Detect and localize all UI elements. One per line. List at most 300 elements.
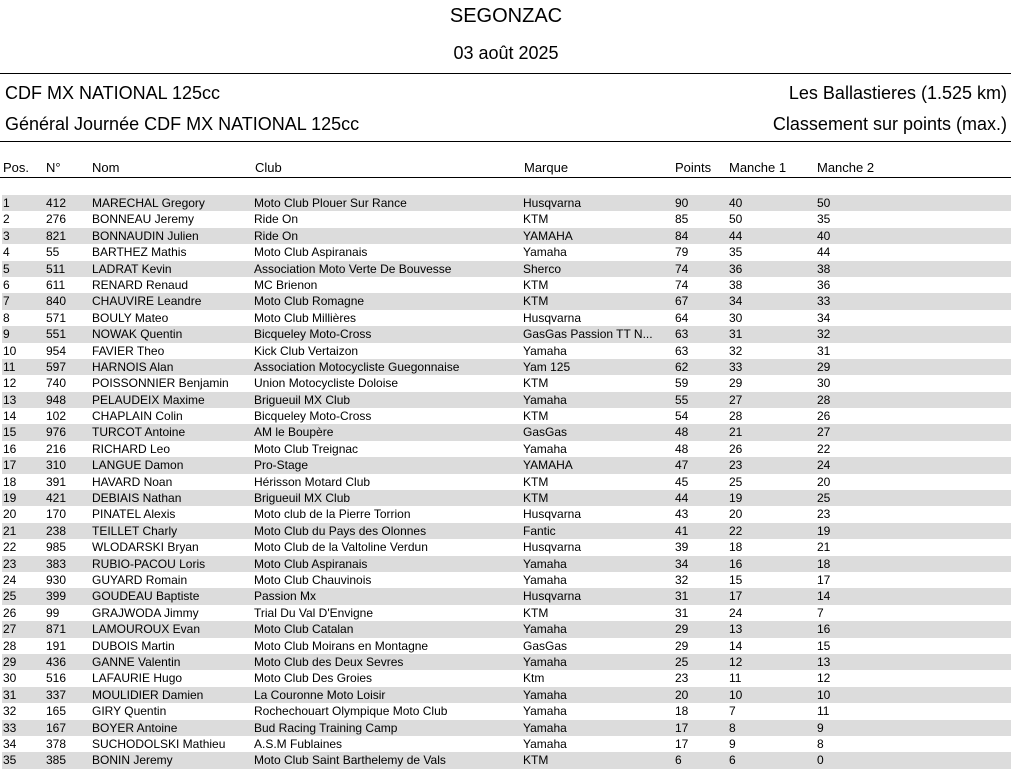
cell-number: 597 bbox=[46, 359, 67, 374]
table-row bbox=[2, 474, 1011, 490]
cell-points: 43 bbox=[675, 507, 689, 522]
cell-number: 238 bbox=[46, 523, 67, 538]
col-header-nom: Nom bbox=[92, 160, 120, 175]
cell-points: 90 bbox=[675, 196, 689, 210]
table-row bbox=[2, 703, 1011, 719]
table-row bbox=[2, 638, 1011, 654]
cell-club: Moto Club Romagne bbox=[254, 294, 365, 309]
cell-manche-1: 16 bbox=[729, 556, 743, 571]
cell-manche-1: 19 bbox=[729, 491, 743, 506]
cell-manche-2: 36 bbox=[817, 277, 831, 292]
cell-brand: GasGas Passion TT N... bbox=[523, 327, 653, 342]
cell-name: GANNE Valentin bbox=[92, 654, 181, 669]
cell-pos: 16 bbox=[3, 441, 17, 456]
table-row bbox=[2, 588, 1011, 604]
cell-club: Moto Club Saint Barthelemy de Vals bbox=[254, 753, 446, 768]
event-title: SEGONZAC bbox=[449, 5, 563, 27]
cell-manche-1: 11 bbox=[729, 671, 742, 686]
cell-club: Ride On bbox=[254, 228, 299, 243]
cell-club: Passion Mx bbox=[254, 589, 317, 604]
cell-brand: Yamaha bbox=[523, 654, 567, 669]
cell-name: LADRAT Kevin bbox=[92, 261, 172, 276]
cell-brand: KTM bbox=[523, 474, 549, 489]
table-row bbox=[2, 523, 1011, 539]
cell-manche-2: 25 bbox=[817, 491, 831, 506]
cell-brand: YAMAHA bbox=[523, 228, 573, 243]
cell-number: 383 bbox=[46, 556, 67, 571]
cell-manche-1: 12 bbox=[729, 654, 743, 669]
cell-pos: 11 bbox=[3, 359, 16, 374]
cell-manche-1: 28 bbox=[729, 409, 743, 424]
cell-club: Moto Club Aspiranais bbox=[254, 556, 368, 571]
table-row bbox=[2, 310, 1011, 326]
cell-brand: Yamaha bbox=[523, 622, 567, 637]
cell-brand: KTM bbox=[523, 376, 549, 391]
table-row bbox=[2, 621, 1011, 637]
cell-number: 840 bbox=[46, 294, 67, 309]
cell-name: GRAJWODA Jimmy bbox=[92, 605, 199, 620]
cell-name: CHAUVIRE Leandre bbox=[92, 294, 202, 309]
cell-number: 216 bbox=[46, 441, 67, 456]
cell-name: BOULY Mateo bbox=[92, 310, 169, 325]
cell-pos: 10 bbox=[3, 343, 17, 358]
cell-manche-2: 40 bbox=[817, 228, 831, 243]
cell-name: RENARD Renaud bbox=[92, 277, 189, 292]
cell-brand: Yamaha bbox=[523, 392, 567, 407]
cell-points: 45 bbox=[675, 474, 689, 489]
cell-club: AM le Boupère bbox=[254, 425, 334, 440]
cell-name: SUCHODOLSKI Mathieu bbox=[92, 736, 226, 751]
cell-pos: 8 bbox=[3, 310, 10, 325]
cell-manche-1: 34 bbox=[729, 294, 743, 309]
cell-club: Moto Club Aspiranais bbox=[254, 245, 368, 260]
cell-club: Association Motocycliste Guegonnaise bbox=[254, 359, 460, 374]
cell-club: Association Moto Verte De Bouvesse bbox=[254, 261, 452, 276]
cell-number: 165 bbox=[46, 704, 67, 719]
cell-pos: 19 bbox=[3, 491, 17, 506]
cell-brand: KTM bbox=[523, 294, 549, 309]
cell-number: 436 bbox=[46, 654, 67, 669]
table-row bbox=[2, 556, 1011, 572]
table-row bbox=[2, 670, 1011, 686]
cell-brand: Yamaha bbox=[523, 441, 567, 456]
cell-points: 34 bbox=[675, 556, 689, 571]
track-info: Les Ballastieres (1.525 km) bbox=[788, 83, 1007, 103]
cell-name: BOYER Antoine bbox=[92, 720, 178, 735]
cell-number: 412 bbox=[46, 196, 67, 210]
cell-manche-2: 19 bbox=[817, 523, 831, 538]
cell-brand: KTM bbox=[523, 212, 549, 227]
cell-name: WLODARSKI Bryan bbox=[92, 540, 199, 555]
col-header-points: Points bbox=[675, 160, 712, 175]
cell-manche-2: 15 bbox=[817, 638, 831, 653]
cell-number: 516 bbox=[46, 671, 67, 686]
cell-brand: KTM bbox=[523, 409, 549, 424]
cell-pos: 14 bbox=[3, 409, 17, 424]
cell-number: 170 bbox=[46, 507, 67, 522]
cell-brand: Yamaha bbox=[523, 245, 567, 260]
table-row bbox=[2, 539, 1011, 555]
cell-club: Moto Club Moirans en Montagne bbox=[254, 638, 429, 653]
cell-name: BONNEAU Jeremy bbox=[92, 212, 195, 227]
cell-pos: 18 bbox=[3, 474, 17, 489]
cell-manche-1: 36 bbox=[729, 261, 743, 276]
cell-name: LAMOUROUX Evan bbox=[92, 622, 201, 637]
cell-club: Ride On bbox=[254, 212, 299, 227]
cell-name: GIRY Quentin bbox=[92, 704, 167, 719]
cell-club: Moto Club Catalan bbox=[254, 622, 354, 637]
cell-brand: KTM bbox=[523, 277, 549, 292]
cell-brand: Yamaha bbox=[523, 572, 567, 587]
cell-club: Moto Club Treignac bbox=[254, 441, 359, 456]
cell-number: 421 bbox=[46, 491, 67, 506]
cell-manche-2: 20 bbox=[817, 474, 831, 489]
cell-brand: Yamaha bbox=[523, 556, 567, 571]
cell-brand: GasGas bbox=[523, 638, 568, 653]
cell-brand: KTM bbox=[523, 605, 549, 620]
cell-points: 32 bbox=[675, 572, 689, 587]
cell-name: GUYARD Romain bbox=[92, 572, 188, 587]
table-row bbox=[2, 752, 1011, 768]
table-row bbox=[2, 457, 1011, 473]
cell-brand: Sherco bbox=[523, 261, 562, 276]
header-bottom-rule bbox=[0, 141, 1011, 142]
cell-pos: 23 bbox=[3, 556, 17, 571]
cell-number: 391 bbox=[46, 474, 67, 489]
cell-brand: Yamaha bbox=[523, 343, 567, 358]
cell-points: 85 bbox=[675, 212, 689, 227]
table-row bbox=[2, 326, 1011, 342]
cell-manche-1: 15 bbox=[729, 572, 743, 587]
cell-number: 276 bbox=[46, 212, 67, 227]
cell-club: La Couronne Moto Loisir bbox=[254, 687, 386, 702]
cell-pos: 31 bbox=[3, 687, 17, 702]
cell-pos: 30 bbox=[3, 671, 17, 686]
cell-manche-2: 11 bbox=[817, 704, 830, 719]
cell-number: 611 bbox=[46, 277, 66, 292]
cell-manche-2: 33 bbox=[817, 294, 831, 309]
cell-number: 976 bbox=[46, 425, 67, 440]
cell-manche-2: 26 bbox=[817, 409, 831, 424]
cell-name: DEBIAIS Nathan bbox=[92, 491, 182, 506]
cell-points: 25 bbox=[675, 654, 689, 669]
table-row bbox=[2, 261, 1011, 277]
cell-manche-2: 44 bbox=[817, 245, 831, 260]
table-row bbox=[2, 277, 1011, 293]
cell-number: 337 bbox=[46, 687, 67, 702]
col-header-num: N° bbox=[46, 160, 61, 175]
ranking-type: Classement sur points (max.) bbox=[772, 114, 1007, 134]
cell-points: 63 bbox=[675, 343, 689, 358]
table-row bbox=[2, 392, 1011, 408]
cell-brand: Yam 125 bbox=[523, 359, 571, 374]
cell-pos: 2 bbox=[3, 212, 10, 227]
cell-number: 551 bbox=[46, 327, 67, 342]
cell-number: 985 bbox=[46, 540, 67, 555]
cell-manche-1: 14 bbox=[729, 638, 743, 653]
cell-pos: 27 bbox=[3, 622, 17, 637]
cell-pos: 12 bbox=[3, 376, 17, 391]
cell-manche-2: 30 bbox=[817, 376, 831, 391]
col-header-manche-2: Manche 2 bbox=[817, 160, 875, 175]
cell-name: POISSONNIER Benjamin bbox=[92, 376, 229, 391]
cell-points: 48 bbox=[675, 441, 689, 456]
cell-points: 48 bbox=[675, 425, 689, 440]
cell-pos: 20 bbox=[3, 507, 17, 522]
table-row bbox=[2, 720, 1011, 736]
cell-brand: Husqvarna bbox=[523, 310, 582, 325]
results-table bbox=[2, 195, 1011, 769]
cell-number: 378 bbox=[46, 736, 67, 751]
ranking-name: Général Journée CDF MX NATIONAL 125cc bbox=[5, 114, 360, 134]
cell-pos: 28 bbox=[3, 638, 17, 653]
col-header-club: Club bbox=[255, 160, 282, 175]
cell-manche-1: 9 bbox=[729, 736, 736, 751]
cell-points: 59 bbox=[675, 376, 689, 391]
cell-points: 29 bbox=[675, 622, 689, 637]
cell-name: BONNAUDIN Julien bbox=[92, 228, 199, 243]
cell-number: 954 bbox=[46, 343, 67, 358]
cell-pos: 7 bbox=[3, 294, 10, 309]
cell-name: TEILLET Charly bbox=[92, 523, 178, 538]
cell-pos: 29 bbox=[3, 654, 17, 669]
cell-manche-1: 10 bbox=[729, 687, 743, 702]
cell-number: 740 bbox=[46, 376, 67, 391]
table-row bbox=[2, 506, 1011, 522]
cell-brand: Yamaha bbox=[523, 687, 567, 702]
cell-points: 74 bbox=[675, 261, 689, 276]
cell-pos: 32 bbox=[3, 704, 17, 719]
table-row bbox=[2, 736, 1011, 752]
cell-points: 62 bbox=[675, 359, 689, 374]
cell-manche-1: 30 bbox=[729, 310, 743, 325]
cell-brand: KTM bbox=[523, 753, 549, 768]
cell-pos: 17 bbox=[3, 458, 17, 473]
cell-manche-1: 29 bbox=[729, 376, 743, 391]
table-row bbox=[2, 441, 1011, 457]
cell-pos: 3 bbox=[3, 228, 10, 243]
cell-name: FAVIER Theo bbox=[92, 343, 165, 358]
cell-name: RICHARD Leo bbox=[92, 441, 171, 456]
cell-manche-1: 23 bbox=[729, 458, 743, 473]
cell-pos: 9 bbox=[3, 327, 10, 342]
cell-points: 29 bbox=[675, 638, 689, 653]
cell-points: 17 bbox=[675, 736, 689, 751]
cell-club: Brigueuil MX Club bbox=[254, 392, 351, 407]
cell-manche-2: 35 bbox=[817, 212, 831, 227]
cell-number: 511 bbox=[46, 261, 66, 276]
cell-club: Bicqueley Moto-Cross bbox=[254, 327, 372, 342]
table-row bbox=[2, 605, 1011, 621]
cell-points: 67 bbox=[675, 294, 689, 309]
cell-points: 74 bbox=[675, 277, 689, 292]
cell-manche-2: 8 bbox=[817, 736, 824, 751]
cell-manche-2: 17 bbox=[817, 572, 831, 587]
cell-pos: 33 bbox=[3, 720, 17, 735]
table-row bbox=[2, 408, 1011, 424]
cell-manche-1: 40 bbox=[729, 196, 743, 210]
cell-club: Union Motocycliste Doloise bbox=[254, 376, 399, 391]
col-header-manche-1: Manche 1 bbox=[729, 160, 787, 175]
table-row bbox=[2, 211, 1011, 227]
cell-brand: Husqvarna bbox=[523, 540, 582, 555]
cell-manche-1: 13 bbox=[729, 622, 743, 637]
cell-name: PINATEL Alexis bbox=[92, 507, 176, 522]
cell-manche-2: 18 bbox=[817, 556, 831, 571]
cell-club: Kick Club Vertaizon bbox=[254, 343, 359, 358]
cell-manche-1: 24 bbox=[729, 605, 743, 620]
cell-manche-2: 23 bbox=[817, 507, 831, 522]
cell-manche-1: 20 bbox=[729, 507, 743, 522]
cell-name: BARTHEZ Mathis bbox=[92, 245, 187, 260]
cell-name: MARECHAL Gregory bbox=[92, 196, 205, 210]
cell-manche-2: 28 bbox=[817, 392, 831, 407]
cell-name: LANGUE Damon bbox=[92, 458, 184, 473]
cell-manche-2: 34 bbox=[817, 310, 831, 325]
cell-brand: Yamaha bbox=[523, 736, 567, 751]
table-row bbox=[2, 572, 1011, 588]
cell-manche-1: 17 bbox=[729, 589, 743, 604]
cell-name: CHAPLAIN Colin bbox=[92, 409, 183, 424]
cell-points: 47 bbox=[675, 458, 689, 473]
cell-manche-1: 50 bbox=[729, 212, 743, 227]
cell-name: BONIN Jeremy bbox=[92, 753, 173, 768]
cell-points: 63 bbox=[675, 327, 689, 342]
cell-manche-2: 24 bbox=[817, 458, 831, 473]
table-row bbox=[2, 687, 1011, 703]
cell-pos: 21 bbox=[3, 523, 17, 538]
cell-manche-1: 44 bbox=[729, 228, 743, 243]
cell-name: RUBIO-PACOU Loris bbox=[92, 556, 206, 571]
cell-points: 20 bbox=[675, 687, 689, 702]
cell-number: 871 bbox=[46, 622, 67, 637]
cell-number: 99 bbox=[46, 605, 60, 620]
cell-club: MC Brienon bbox=[254, 277, 318, 292]
cell-manche-2: 9 bbox=[817, 720, 824, 735]
cell-brand: Yamaha bbox=[523, 720, 567, 735]
cell-name: DUBOIS Martin bbox=[92, 638, 175, 653]
cell-manche-2: 7 bbox=[817, 605, 824, 620]
table-row bbox=[2, 228, 1011, 244]
cell-brand: Husqvarna bbox=[523, 196, 582, 210]
cell-club: Moto Club des Deux Sevres bbox=[254, 654, 404, 669]
cell-manche-2: 0 bbox=[817, 753, 824, 768]
cell-manche-1: 7 bbox=[729, 704, 736, 719]
cell-manche-2: 13 bbox=[817, 654, 831, 669]
championship-title: CDF MX NATIONAL 125cc bbox=[5, 83, 221, 103]
cell-number: 571 bbox=[46, 310, 67, 325]
cell-club: Bud Racing Training Camp bbox=[254, 720, 398, 735]
cell-manche-1: 31 bbox=[729, 327, 743, 342]
cell-number: 821 bbox=[46, 228, 67, 243]
cell-points: 18 bbox=[675, 704, 689, 719]
cell-points: 39 bbox=[675, 540, 689, 555]
cell-club: Pro-Stage bbox=[254, 458, 309, 473]
cell-club: Bicqueley Moto-Cross bbox=[254, 409, 372, 424]
cell-manche-1: 6 bbox=[729, 753, 736, 768]
cell-brand: YAMAHA bbox=[523, 458, 573, 473]
cell-points: 79 bbox=[675, 245, 689, 260]
cell-manche-1: 8 bbox=[729, 720, 736, 735]
table-row bbox=[2, 359, 1011, 375]
cell-club: Brigueuil MX Club bbox=[254, 491, 351, 506]
cell-manche-2: 22 bbox=[817, 441, 831, 456]
cell-manche-2: 14 bbox=[817, 589, 831, 604]
cell-pos: 35 bbox=[3, 753, 17, 768]
cell-pos: 24 bbox=[3, 572, 17, 587]
cell-pos: 1 bbox=[3, 196, 10, 210]
cell-points: 44 bbox=[675, 491, 689, 506]
cell-points: 6 bbox=[675, 753, 682, 768]
cell-points: 31 bbox=[675, 605, 689, 620]
cell-number: 191 bbox=[46, 638, 67, 653]
cell-pos: 4 bbox=[3, 245, 10, 260]
table-row bbox=[2, 654, 1011, 670]
cell-pos: 6 bbox=[3, 277, 10, 292]
cell-number: 399 bbox=[46, 589, 67, 604]
cell-points: 84 bbox=[675, 228, 689, 243]
cell-brand: Ktm bbox=[523, 671, 545, 686]
cell-name: HARNOIS Alan bbox=[92, 359, 174, 374]
cell-name: NOWAK Quentin bbox=[92, 327, 183, 342]
cell-manche-1: 18 bbox=[729, 540, 743, 555]
table-row bbox=[2, 244, 1011, 260]
cell-name: HAVARD Noan bbox=[92, 474, 173, 489]
cell-manche-2: 32 bbox=[817, 327, 831, 342]
cell-manche-2: 27 bbox=[817, 425, 831, 440]
cell-brand: GasGas bbox=[523, 425, 568, 440]
cell-number: 310 bbox=[46, 458, 67, 473]
cell-pos: 25 bbox=[3, 589, 17, 604]
header-top-rule bbox=[0, 73, 1011, 74]
cell-pos: 13 bbox=[3, 392, 17, 407]
column-header-rule bbox=[0, 177, 1011, 178]
cell-points: 31 bbox=[675, 589, 689, 604]
cell-club: Moto Club Des Groies bbox=[254, 671, 373, 686]
cell-name: MOULIDIER Damien bbox=[92, 687, 204, 702]
cell-club: Moto Club Millières bbox=[254, 310, 357, 325]
cell-number: 385 bbox=[46, 753, 67, 768]
cell-pos: 34 bbox=[3, 736, 17, 751]
cell-number: 930 bbox=[46, 572, 67, 587]
cell-manche-2: 16 bbox=[817, 622, 831, 637]
cell-name: LAFAURIE Hugo bbox=[92, 671, 183, 686]
table-row bbox=[2, 424, 1011, 440]
cell-manche-2: 29 bbox=[817, 359, 831, 374]
cell-manche-2: 31 bbox=[817, 343, 831, 358]
cell-manche-1: 27 bbox=[729, 392, 743, 407]
cell-points: 64 bbox=[675, 310, 689, 325]
cell-points: 23 bbox=[675, 671, 689, 686]
cell-name: PELAUDEIX Maxime bbox=[92, 392, 205, 407]
cell-manche-1: 22 bbox=[729, 523, 743, 538]
cell-club: A.S.M Fublaines bbox=[254, 736, 343, 751]
cell-club: Trial Du Val D'Envigne bbox=[254, 605, 374, 620]
cell-manche-1: 32 bbox=[729, 343, 743, 358]
cell-manche-1: 26 bbox=[729, 441, 743, 456]
cell-pos: 26 bbox=[3, 605, 17, 620]
cell-club: Moto Club du Pays des Olonnes bbox=[254, 523, 427, 538]
cell-club: Moto club de la Pierre Torrion bbox=[254, 507, 411, 522]
cell-brand: Yamaha bbox=[523, 704, 567, 719]
cell-manche-1: 25 bbox=[729, 474, 743, 489]
cell-number: 55 bbox=[46, 245, 60, 260]
cell-points: 55 bbox=[675, 392, 689, 407]
cell-brand: Husqvarna bbox=[523, 589, 582, 604]
table-row bbox=[2, 490, 1011, 506]
cell-club: Hérisson Motard Club bbox=[254, 474, 371, 489]
cell-manche-1: 21 bbox=[729, 425, 743, 440]
